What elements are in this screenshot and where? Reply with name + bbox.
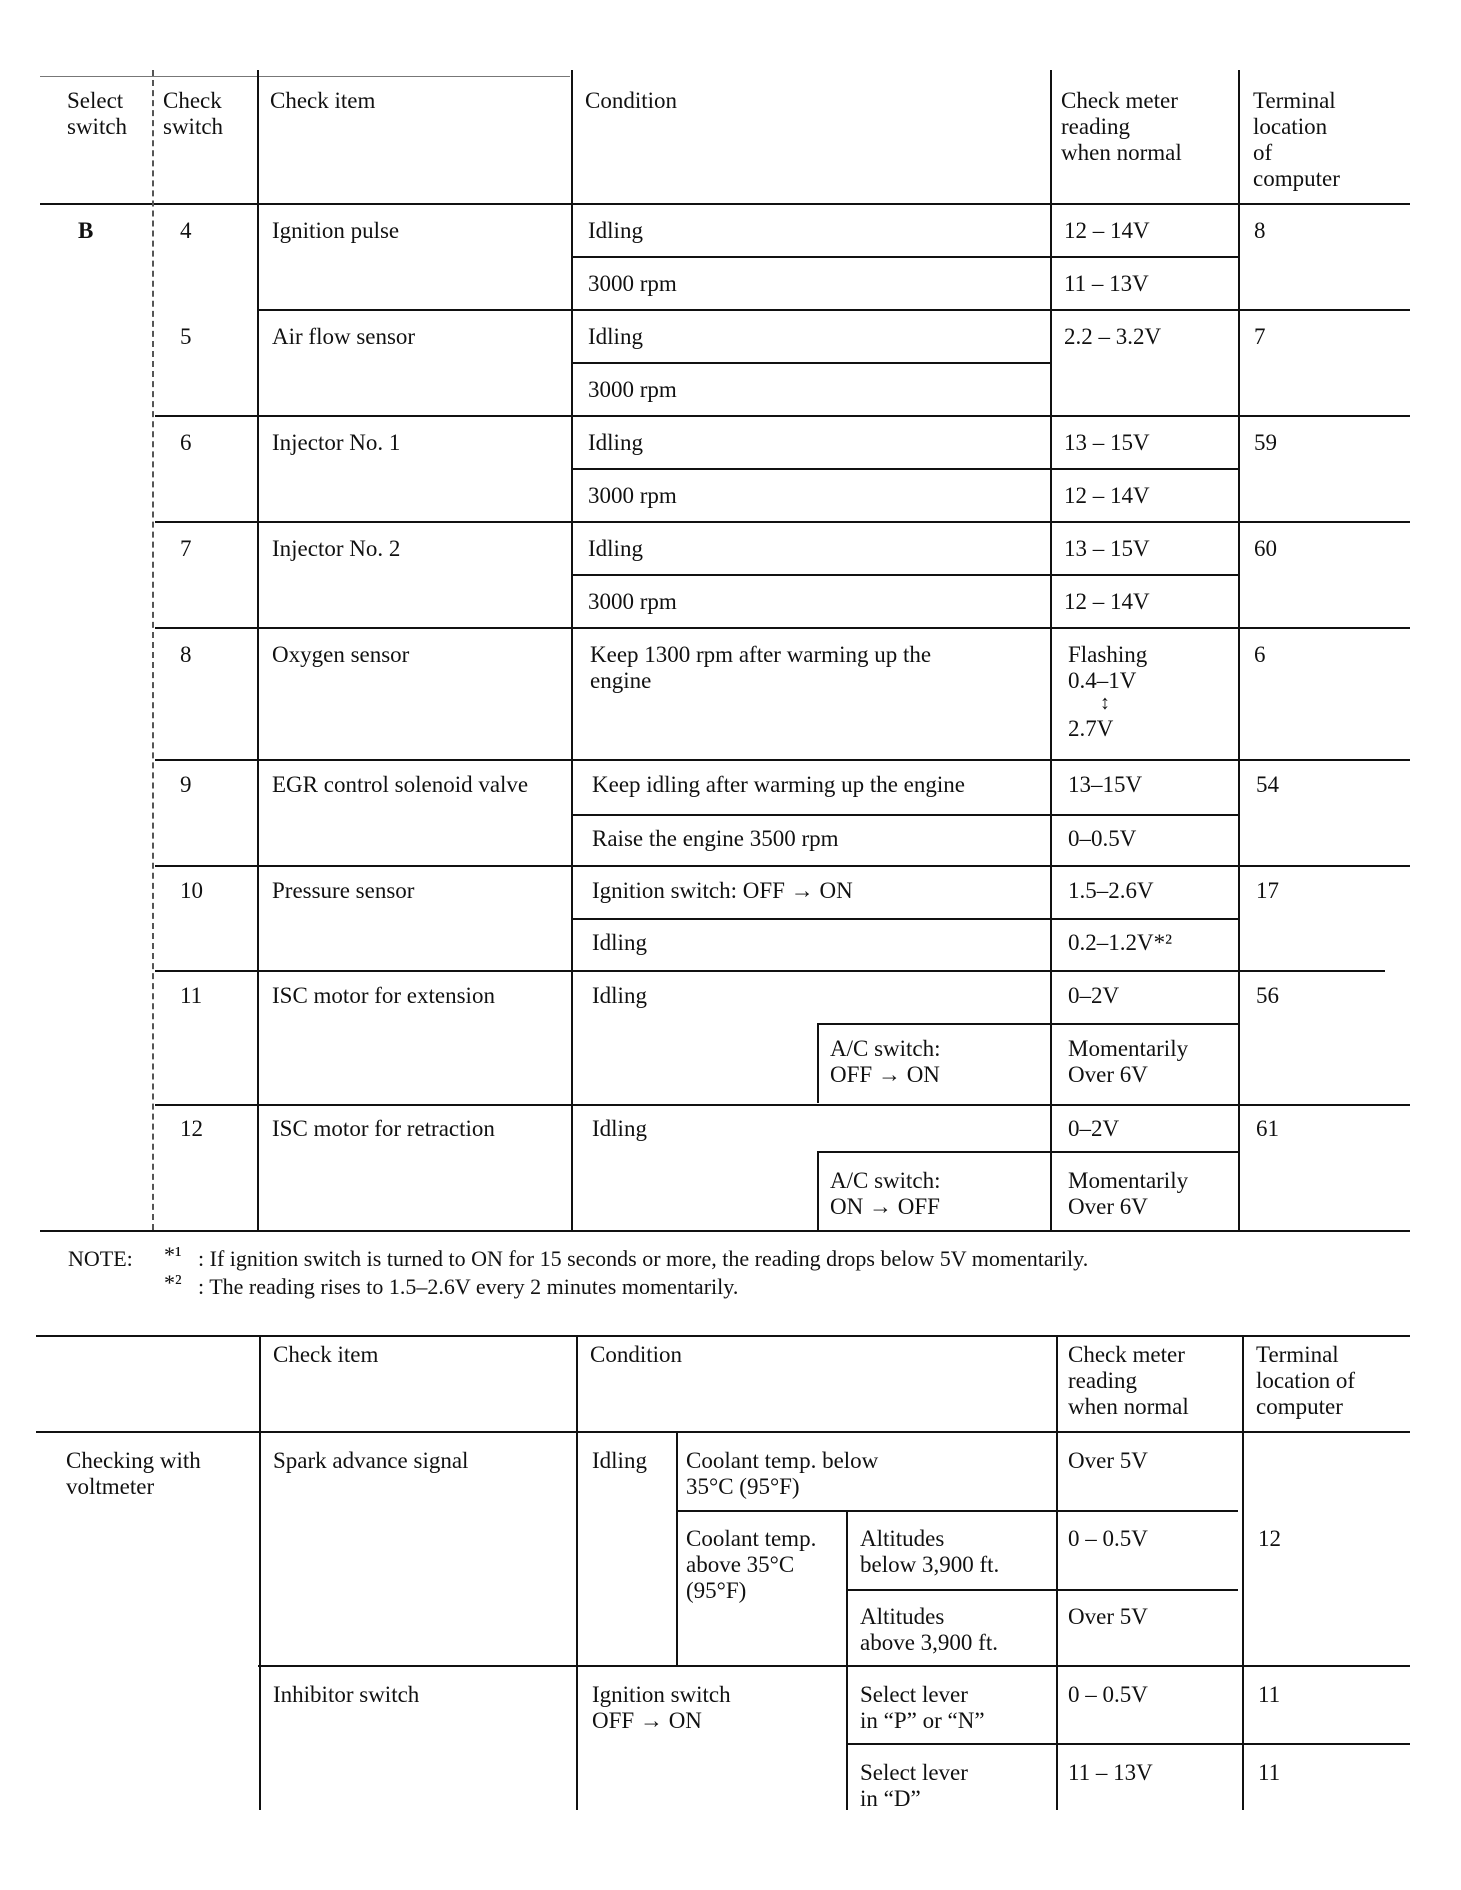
check-item-cell: Inhibitor switch	[273, 1682, 420, 1707]
note-text: : If ignition switch is turned to ON for 15 seconds or more, the reading drops below 5V momentarily.	[198, 1246, 1089, 1271]
condition-cell: Altitudes below 3,900 ft.	[860, 1526, 1000, 1577]
terminal-cell: 56	[1256, 983, 1279, 1008]
meter-reading-cell: 12 – 14V	[1064, 218, 1150, 243]
check-item-cell: Oxygen sensor	[272, 642, 410, 667]
meter-reading-cell: 0.2–1.2V*²	[1068, 930, 1173, 955]
check-switch-cell: 4	[180, 218, 192, 243]
check-switch-cell: 12	[180, 1116, 203, 1141]
header-check-meter: Check meter reading when normal	[1068, 1342, 1189, 1419]
terminal-cell: 60	[1254, 536, 1277, 561]
note-label: NOTE:	[68, 1246, 133, 1271]
check-switch-cell: 10	[180, 878, 203, 903]
terminal-cell: 59	[1254, 430, 1277, 455]
header-check-item: Check item	[273, 1342, 379, 1367]
meter-reading-cell: 11 – 13V	[1068, 1760, 1153, 1785]
note-marker: *¹	[164, 1242, 182, 1267]
terminal-cell: 17	[1256, 878, 1279, 903]
check-switch-cell: 9	[180, 772, 192, 797]
condition-cell: Idling	[592, 1116, 647, 1141]
terminal-cell: 12	[1258, 1526, 1281, 1551]
meter-reading-cell: 11 – 13V	[1064, 271, 1149, 296]
note-text: : The reading rises to 1.5–2.6V every 2 minutes momentarily.	[198, 1274, 739, 1299]
meter-reading-cell: 13 – 15V	[1064, 430, 1150, 455]
condition-cell: A/C switch: ON → OFF	[830, 1168, 941, 1219]
condition-cell: Keep idling after warming up the engine	[592, 772, 965, 797]
meter-reading-cell: Over 5V	[1068, 1448, 1148, 1473]
condition-cell: A/C switch: OFF → ON	[830, 1036, 941, 1087]
condition-cell: Idling	[588, 536, 643, 561]
condition-cell: Idling	[588, 430, 643, 455]
condition-cell: Raise the engine 3500 rpm	[592, 826, 839, 851]
condition-cell: Idling	[592, 983, 647, 1008]
condition-cell: 3000 rpm	[588, 483, 677, 508]
condition-cell: Altitudes above 3,900 ft.	[860, 1604, 998, 1655]
meter-reading-cell: 2.7V	[1068, 716, 1114, 741]
group-label: Checking with voltmeter	[66, 1448, 201, 1499]
terminal-cell: 6	[1254, 642, 1266, 667]
check-item-cell: ISC motor for extension	[272, 983, 495, 1008]
condition-cell: Idling	[592, 1448, 647, 1473]
note-marker: *²	[164, 1270, 182, 1295]
condition-cell: Ignition switch OFF → ON	[592, 1682, 731, 1733]
condition-cell: Keep 1300 rpm after warming up the engine	[590, 642, 932, 693]
condition-cell: 3000 rpm	[588, 271, 677, 296]
header-terminal-location: Terminal location of computer	[1256, 1342, 1355, 1419]
terminal-cell: 11	[1258, 1682, 1281, 1707]
check-switch-cell: 7	[180, 536, 192, 561]
check-switch-cell: 8	[180, 642, 192, 667]
meter-reading-cell: 0–2V	[1068, 1116, 1120, 1141]
check-item-cell: Spark advance signal	[273, 1448, 469, 1473]
meter-reading-cell: Momentarily Over 6V	[1068, 1036, 1189, 1087]
condition-cell: Select lever in “D”	[860, 1760, 968, 1811]
condition-cell: 3000 rpm	[588, 589, 677, 614]
meter-reading-cell: 0–0.5V	[1068, 826, 1137, 851]
meter-reading-cell: Flashing 0.4–1V	[1068, 642, 1148, 693]
check-item-cell: EGR control solenoid valve	[272, 772, 529, 797]
condition-cell: Coolant temp. above 35°C (95°F)	[686, 1526, 817, 1603]
check-item-cell: Pressure sensor	[272, 878, 415, 903]
header-condition: Condition	[590, 1342, 683, 1367]
terminal-cell: 54	[1256, 772, 1279, 797]
meter-reading-cell: 2.2 – 3.2V	[1064, 324, 1162, 349]
meter-reading-cell: 0–2V	[1068, 983, 1120, 1008]
header-check-switch: Check switch	[163, 88, 224, 139]
meter-reading-cell: 0 – 0.5V	[1068, 1526, 1148, 1551]
terminal-cell: 61	[1256, 1116, 1279, 1141]
meter-reading-cell: 13 – 15V	[1064, 536, 1150, 561]
check-item-cell: Injector No. 2	[272, 536, 401, 561]
flashing-arrow-icon: ↕	[1100, 692, 1110, 714]
meter-reading-cell: 0 – 0.5V	[1068, 1682, 1148, 1707]
condition-cell: Idling	[592, 930, 647, 955]
select-switch-value: B	[78, 218, 94, 243]
check-item-cell: ISC motor for retraction	[272, 1116, 495, 1141]
check-switch-cell: 11	[180, 983, 203, 1008]
check-item-cell: Ignition pulse	[272, 218, 400, 243]
condition-cell: Select lever in “P” or “N”	[860, 1682, 985, 1733]
terminal-cell: 11	[1258, 1760, 1281, 1785]
terminal-cell: 8	[1254, 218, 1266, 243]
terminal-cell: 7	[1254, 324, 1266, 349]
check-item-cell: Air flow sensor	[272, 324, 416, 349]
meter-reading-cell: 12 – 14V	[1064, 589, 1150, 614]
meter-reading-cell: 13–15V	[1068, 772, 1143, 797]
check-item-cell: Injector No. 1	[272, 430, 401, 455]
check-switch-cell: 6	[180, 430, 192, 455]
meter-reading-cell: Over 5V	[1068, 1604, 1148, 1629]
check-switch-cell: 5	[180, 324, 192, 349]
header-condition: Condition	[585, 88, 678, 113]
condition-cell: 3000 rpm	[588, 377, 677, 402]
condition-cell: Idling	[588, 324, 643, 349]
header-check-meter: Check meter reading when normal	[1061, 88, 1182, 165]
header-terminal-location: Terminal location of computer	[1253, 88, 1340, 191]
condition-cell: Ignition switch: OFF → ON	[592, 878, 853, 903]
header-select-switch: Select switch	[67, 88, 128, 139]
header-check-item: Check item	[270, 88, 376, 113]
condition-cell: Coolant temp. below 35°C (95°F)	[686, 1448, 879, 1499]
meter-reading-cell: Momentarily Over 6V	[1068, 1168, 1189, 1219]
meter-reading-cell: 12 – 14V	[1064, 483, 1150, 508]
condition-cell: Idling	[588, 218, 643, 243]
meter-reading-cell: 1.5–2.6V	[1068, 878, 1154, 903]
